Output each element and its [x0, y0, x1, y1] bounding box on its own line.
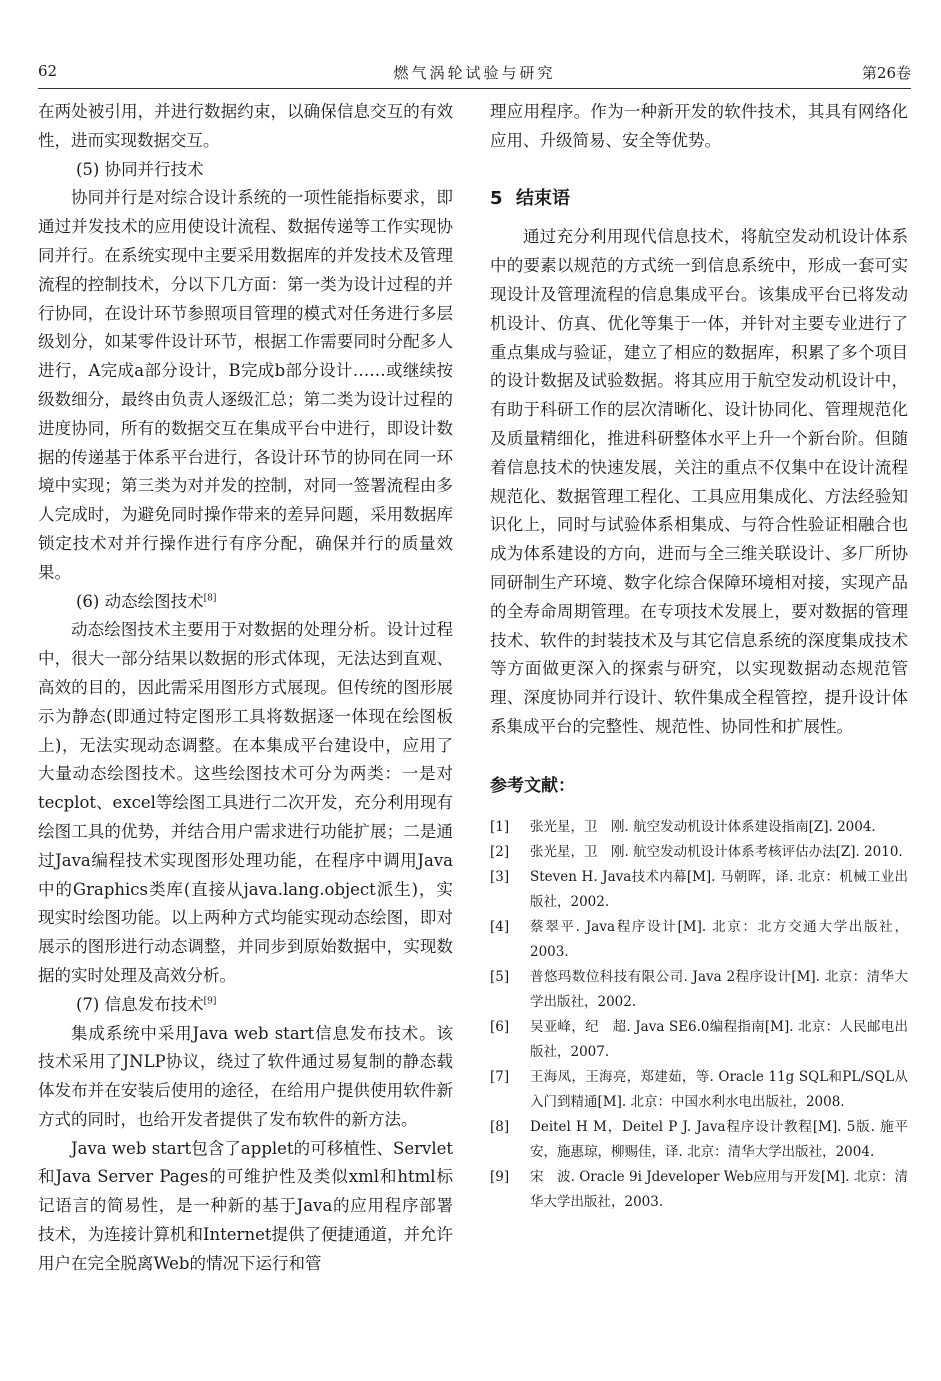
paragraph-continued: 在两处被引用，并进行数据约束，以确保信息交互的有效性，进而实现数据交互。	[38, 102, 453, 150]
references-title: 参考文献：	[490, 775, 575, 796]
reference-item	[490, 865, 908, 915]
reference-text: 吴亚峰，纪 超. Java SE6.0编程指南[M]. 北京：人民邮电出版社，2007.	[530, 1018, 908, 1060]
reference-text: 普悠玛数位科技有限公司. Java 2程序设计[M]. 北京：清华大学出版社，2002.	[530, 968, 908, 1010]
running-header	[38, 62, 911, 84]
section-number: 5	[490, 187, 503, 209]
reference-text: 张光星，卫 刚. 航空发动机设计体系建设指南[Z]. 2004.	[530, 818, 876, 835]
paragraph-collab-parallel: 协同并行是对综合设计系统的一项性能指标要求，即通过并发技术的应用使设计流程、数据传递等工作实现协同并行。在系统实现中主要采用数据库的并发技术及管理流程的控制技术，分以下几方面：第一类为设计过程的并行协同，在设计环节参照项目管理的模式对任务进行多层级划分，如某零件设计环节，根据工作需要同时分配多人进行，A完成a部分设计，B完成b部分设计……或继续按级数细分，最终由负责人逐级汇总；第二类为设计过程的进度协同，所有的数据交互在集成平台中进行，即设计数据的传递基于体系平台进行，各设计环节的协同在同一环境中实现；第三类为对并发的控制，对同一签署流程由多人完成时，为避免同时操作带来的差异问题，采用数据库锁定技术对并行操作进行有序分配，确保并行的质量效果。	[38, 188, 453, 582]
volume-label: 第26卷	[861, 64, 911, 82]
paragraph-conclusion: 通过充分利用现代信息技术，将航空发动机设计体系中的要素以规范的方式统一到信息系统中，形成一套可实现设计及管理流程的信息集成平台。该集成平台已将发动机设计、仿真、优化等集于一体，并针对主要专业进行了重点集成与验证，建立了相应的数据库，积累了多个项目的设计数据及试验数据。将其应用于航空发动机设计中，有助于科研工作的层次清晰化、设计协同化、管理规范化及质量精细化，推进科研整体水平上升一个新台阶。但随着信息技术的快速发展，关注的重点不仅集中在设计流程规范化、数据管理工程化、工具应用集成化、方法经验知识化上，同时与试验体系相集成、与符合性验证相融合也成为体系建设的方向，进而与全三维关联设计、多厂所协同研制生产环境、数字化综合保障环境相对接，实现产品的全寿命周期管理。在专项技术发展上，要对数据的管理技术、软件的封装技术及与其它信息系统的深度集成技术等方面做更深入的探索与研究，以实现数据动态规范管理、深度协同并行设计、软件集成全程管控，提升设计体系集成平台的完整性、规范性、协同性和扩展性。	[490, 227, 908, 736]
subheading-info-publish	[38, 991, 453, 1020]
reference-text: 王海凤，王海亮，郑建茹，等. Oracle 11g SQL和PL/SQL从入门到精通[M]. 北京：中国水利水电出版社，2008.	[530, 1068, 908, 1110]
reference-number: [7]	[490, 1068, 510, 1085]
reference-number: [8]	[490, 1118, 510, 1135]
reference-text: 宋 波. Oracle 9i Jdeveloper Web应用与开发[M]. 北京：清华大学出版社，2003.	[530, 1168, 908, 1210]
right-column	[490, 98, 908, 1215]
reference-item	[490, 1115, 908, 1165]
citation-mark: [9]	[203, 996, 217, 1007]
reference-number: [4]	[490, 918, 510, 935]
reference-text: 张光星，卫 刚. 航空发动机设计体系考核评估办法[Z]. 2010.	[530, 843, 903, 860]
reference-text: Deitel H M，Deitel P J. Java程序设计教程[M]. 5版. 施平安，施惠琼，柳赐佳，译. 北京：清华大学出版社，2004.	[530, 1118, 908, 1160]
subheading-text: (6) 动态绘图技术	[76, 591, 204, 611]
journal-title: 燃气涡轮试验与研究	[393, 64, 556, 82]
section-title: 结束语	[516, 187, 570, 209]
paragraph-continued: 理应用程序。作为一种新开发的软件技术，其具有网络化应用、升级简易、安全等优势。	[490, 102, 908, 150]
reference-text: 蔡翠平. Java程序设计[M]. 北京：北方交通大学出版社，2003.	[530, 918, 908, 960]
reference-item	[490, 1015, 908, 1065]
reference-list	[490, 815, 908, 1215]
reference-text: Steven H. Java技术内幕[M]. 马朝晖，译. 北京：机械工业出版社，2002.	[530, 868, 908, 910]
paragraph-info-publish: 集成系统中采用Java web start信息发布技术。该技术采用了JNLP协议，绕过了软件通过易复制的静态载体发布并在安装后使用的途径，在给用户提供使用软件新方式的同时，也给开发者提供了发布软件的新方法。	[38, 1023, 453, 1129]
page-number: 62	[38, 62, 58, 80]
reference-item	[490, 1065, 908, 1115]
reference-number: [2]	[490, 843, 510, 860]
subheading-collab-parallel: (5) 协同并行技术	[76, 159, 204, 179]
reference-number: [3]	[490, 868, 510, 885]
reference-item	[490, 915, 908, 965]
reference-number: [9]	[490, 1168, 510, 1185]
reference-number: [1]	[490, 818, 510, 835]
subheading-dynamic-plotting	[38, 588, 453, 617]
reference-number: [5]	[490, 968, 510, 985]
header-rule	[38, 88, 911, 89]
section-heading-conclusion	[490, 185, 908, 214]
reference-item	[490, 840, 908, 865]
reference-item	[490, 815, 908, 840]
reference-item	[490, 965, 908, 1015]
citation-mark: [8]	[203, 593, 217, 604]
paragraph-dynamic-plotting: 动态绘图技术主要用于对数据的处理分析。设计过程中，很大一部分结果以数据的形式体现，无法达到直观、高效的目的，因此需采用图形方式展现。但传统的图形展示为静态(即通过特定图形工具将数据逐一体现在绘图板上)，无法实现动态调整。在本集成平台建设中，应用了大量动态绘图技术。这些绘图技术可分为两类：一是对tecplot、excel等绘图工具进行二次开发，充分利用现有绘图工具的优势，并结合用户需求进行功能扩展；二是通过Java编程技术实现图形处理功能，在程序中调用Java中的Graphics类库(直接从java.lang.object派生)，实现实时绘图功能。以上两种方式均能实现动态绘图，即对展示的图形进行动态调整，并同步到原始数据中，实现数据的实时处理及高效分析。	[38, 620, 453, 985]
paragraph-java-web-start: Java web start包含了applet的可移植性、Servlet和Java Server Pages的可维护性及类似xml和html标记语言的简易性，是一种新的基于Java的应用程序部署技术，为连接计算机和Internet提供了便捷通道，并允许用户在完全脱离Web的情况下运行和管	[38, 1138, 453, 1273]
reference-number: [6]	[490, 1018, 510, 1035]
reference-item	[490, 1165, 908, 1215]
left-column	[38, 98, 453, 1279]
subheading-text: (7) 信息发布技术	[76, 994, 204, 1014]
